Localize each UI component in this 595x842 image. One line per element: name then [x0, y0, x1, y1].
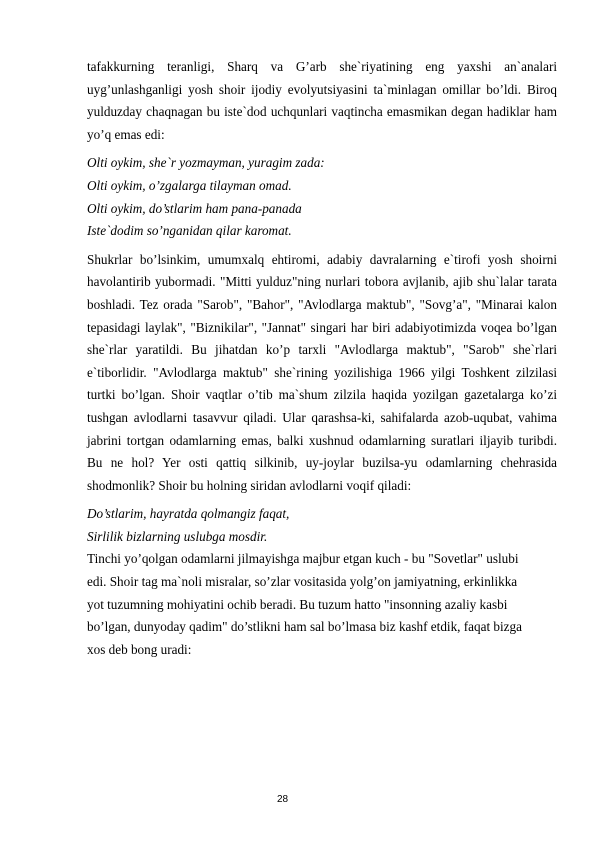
- text-line: yot tuzumning mohiyatini ochib beradi. Bu tuzum hatto "insonning azaliy kasbi: [87, 596, 508, 612]
- document-page: [87, 56, 557, 661]
- verse-block-1: [87, 152, 557, 242]
- text-line: Tinchi yo’qolgan odamlarni jilmayishga majbur etgan kuch - bu "Sovetlar" uslubi: [87, 551, 519, 567]
- page-number-label: 28: [276, 794, 289, 805]
- body-paragraph-2: Shukrlar bo’lsinkim, umumxalq ehtiromi, adabiy davralarning e`tirofi yosh shoirni havolantirib yubormadi. "Mitti yulduz"ning nurlari tobora avjlanib, ajib shu`lalar tarata boshladi. Tez orada "Sarob", "Bahor", "Avlodlarga maktub", "Sovg’a", "Minarai kalon tepasidagi laylak", "Biznikilar", "Jannat" singari har biri adabiyotimizda voqea bo’lgan she`rlar yaratildi. Bu jihatdan ko’p tarxli "Avlodlarga maktub", "Sarob" she`rlari e`tiborlidir. "Avlodlarga maktub" she`rining yozilishiga 1966 yilgi Toshkent zilzilasi turtki bo’lgan. Shoir vaqtlar o’tib ma`shum zilzila haqida yozilgan gazetalarga ko’zi tushgan avlodlarni tasavvur qiladi. Ular qarashsa-ki, sahifalarda azob-uqubat, vahima jabrini tortgan odamlarning emas, balki xushnud odamlarning suratlari iljayib turibdi. Bu ne hol? Yer osti qattiq silkinib, uy-joylar buzilsa-yu odamlarning chehrasida shodmonlik? Shoir bu holning siridan avlodlarni voqif qiladi:: [87, 251, 557, 493]
- verse-line: Olti oykim, do’stlarim ham pana-panada: [87, 200, 302, 216]
- verse-block-2: [87, 503, 557, 548]
- verse-line: Do’stlarim, hayratda qolmangiz faqat,: [87, 506, 290, 522]
- body-paragraph-1: tafakkurning teranligi, Sharq va G’arb she`riyatining eng yaxshi an`analari uyg’unlashganligi yosh shoir ijodiy evolyutsiyasini ta`minlagan omillar bo’ldi. Biroq yulduzday chaqnagan bu iste`dod uchqunlari vaqtincha emasmikan degan hadiklar ham yo’q emas edi:: [87, 59, 557, 142]
- text-line: bo’lgan, dunyoday qadim" do’stlikni ham sal bo’lmasa biz kashf etdik, faqat bizga: [87, 619, 522, 635]
- page-number: [0, 794, 595, 805]
- text-line: xos deb bong uradi:: [87, 641, 192, 657]
- verse-line: Sirlilik bizlarning uslubga mosdir.: [87, 528, 268, 544]
- text-line: edi. Shoir tag ma`noli misralar, so’zlar vositasida yolg’on jamiyatning, erkinlikka: [87, 574, 518, 590]
- body-paragraph-3: [87, 548, 557, 661]
- verse-line: Iste`dodim so’nganidan qilar karomat.: [87, 223, 292, 239]
- verse-line: Olti oykim, o’zgalarga tilayman omad.: [87, 177, 292, 193]
- verse-line: Olti oykim, she`r yozmayman, yuragim zada:: [87, 155, 325, 171]
